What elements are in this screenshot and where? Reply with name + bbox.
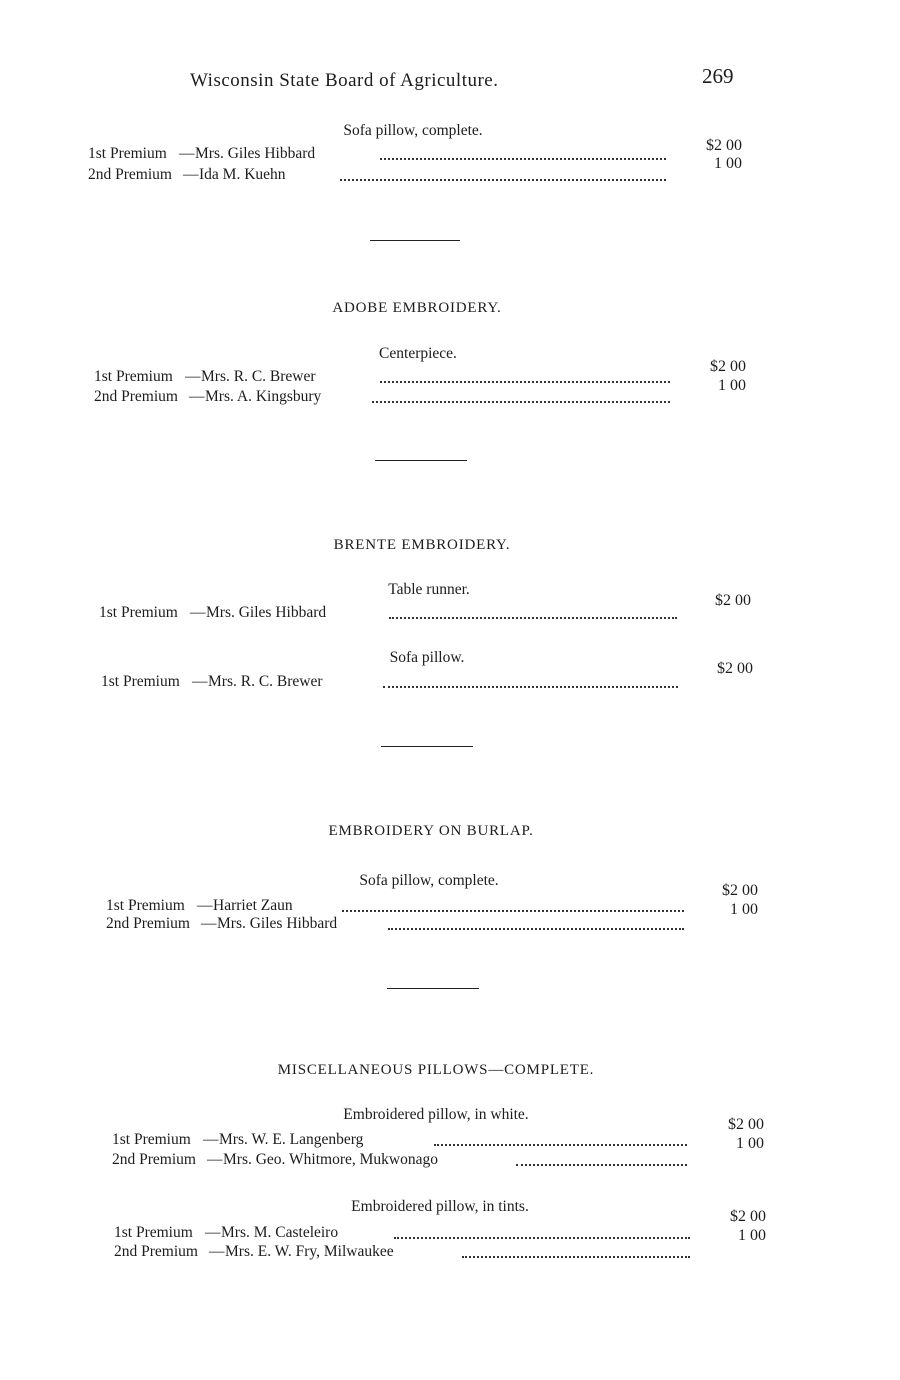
- premium-dash: —: [185, 368, 201, 385]
- premium-entry: [112, 1130, 687, 1150]
- winner-name: Mrs. R. C. Brewer: [208, 673, 323, 690]
- page-number: 269: [702, 64, 734, 88]
- premium-label: 1st Premium: [88, 145, 167, 162]
- premium-dash: —: [205, 1224, 221, 1241]
- premium-dash: —: [179, 145, 195, 162]
- item-subtitle: Sofa pillow, complete.: [343, 122, 483, 139]
- dot-leader: [380, 158, 666, 160]
- premium-dash: —: [197, 897, 213, 914]
- item-subtitle: Table runner.: [388, 581, 470, 598]
- section-divider: [387, 988, 479, 989]
- premium-entry: [94, 367, 670, 387]
- premium-entry: [114, 1223, 690, 1243]
- section-title: MISCELLANEOUS PILLOWS—COMPLETE.: [277, 1062, 595, 1078]
- winner-name: Mrs. A. Kingsbury: [205, 388, 322, 405]
- premium-amount: $2 00: [717, 660, 753, 677]
- premium-label: 1st Premium: [112, 1131, 191, 1148]
- premium-label: 1st Premium: [101, 673, 180, 690]
- premium-entry: [106, 896, 684, 916]
- dot-leader: [340, 179, 666, 181]
- item-subtitle: Centerpiece.: [379, 345, 457, 362]
- premium-entry: [106, 914, 684, 934]
- premium-dash: —: [201, 915, 217, 932]
- dot-leader: [380, 381, 670, 383]
- premium-entry: [114, 1242, 690, 1262]
- premium-label: 2nd Premium: [88, 166, 172, 183]
- dot-leader: [383, 686, 678, 688]
- premium-amount: 1 00: [730, 901, 758, 918]
- section-title: BRENTE EMBROIDERY.: [333, 537, 511, 553]
- premium-amount: $2 00: [715, 592, 751, 609]
- winner-name: Mrs. Giles Hibbard: [195, 145, 316, 162]
- premium-amount: 1 00: [718, 377, 746, 394]
- premium-dash: —: [203, 1131, 219, 1148]
- item-subtitle: Sofa pillow, complete.: [359, 872, 499, 889]
- premium-entry: [88, 165, 666, 185]
- winner-name: Mrs. Giles Hibbard: [217, 915, 338, 932]
- premium-amount: $2 00: [730, 1208, 766, 1225]
- section-title: ADOBE EMBROIDERY.: [332, 300, 502, 316]
- dot-leader: [394, 1237, 690, 1239]
- premium-dash: —: [207, 1151, 223, 1168]
- premium-label: 1st Premium: [94, 368, 173, 385]
- dot-leader: [372, 401, 670, 403]
- premium-dash: —: [183, 166, 199, 183]
- premium-amount: 1 00: [736, 1135, 764, 1152]
- winner-name: Mrs. R. C. Brewer: [201, 368, 316, 385]
- section-divider: [375, 460, 467, 461]
- premium-entry: [112, 1150, 687, 1170]
- premium-label: 1st Premium: [99, 604, 178, 621]
- premium-label: 1st Premium: [114, 1224, 193, 1241]
- item-subtitle: Embroidered pillow, in white.: [343, 1106, 529, 1123]
- premium-amount: $2 00: [706, 137, 742, 154]
- dot-leader: [516, 1164, 687, 1166]
- dot-leader: [389, 617, 677, 619]
- dot-leader: [342, 910, 684, 912]
- premium-entry: [99, 603, 677, 623]
- premium-entry: [88, 144, 666, 164]
- section-divider: [381, 746, 473, 747]
- premium-dash: —: [189, 388, 205, 405]
- premium-amount: 1 00: [714, 155, 742, 172]
- premium-label: 2nd Premium: [114, 1243, 198, 1260]
- winner-name: Mrs. Geo. Whitmore, Mukwonago: [223, 1151, 438, 1168]
- winner-name: Mrs. M. Casteleiro: [221, 1224, 339, 1241]
- section-divider: [370, 240, 460, 241]
- premium-amount: $2 00: [722, 882, 758, 899]
- premium-label: 2nd Premium: [112, 1151, 196, 1168]
- dot-leader: [462, 1256, 690, 1258]
- section-title: EMBROIDERY ON BURLAP.: [328, 823, 534, 839]
- dot-leader: [434, 1144, 687, 1146]
- premium-amount: $2 00: [728, 1116, 764, 1133]
- premium-dash: —: [192, 673, 208, 690]
- running-title: Wisconsin State Board of Agriculture.: [190, 70, 499, 91]
- item-subtitle: Sofa pillow.: [389, 649, 465, 666]
- winner-name: Mrs. W. E. Langenberg: [219, 1131, 364, 1148]
- premium-label: 1st Premium: [106, 897, 185, 914]
- premium-entry: [94, 387, 670, 407]
- premium-amount: 1 00: [738, 1227, 766, 1244]
- winner-name: Ida M. Kuehn: [199, 166, 286, 183]
- premium-label: 2nd Premium: [106, 915, 190, 932]
- premium-label: 2nd Premium: [94, 388, 178, 405]
- premium-dash: —: [209, 1243, 225, 1260]
- premium-entry: [101, 672, 678, 692]
- winner-name: Mrs. E. W. Fry, Milwaukee: [225, 1243, 394, 1260]
- winner-name: Mrs. Giles Hibbard: [206, 604, 327, 621]
- dot-leader: [388, 928, 684, 930]
- winner-name: Harriet Zaun: [213, 897, 293, 914]
- premium-dash: —: [190, 604, 206, 621]
- item-subtitle: Embroidered pillow, in tints.: [351, 1198, 529, 1215]
- premium-amount: $2 00: [710, 358, 746, 375]
